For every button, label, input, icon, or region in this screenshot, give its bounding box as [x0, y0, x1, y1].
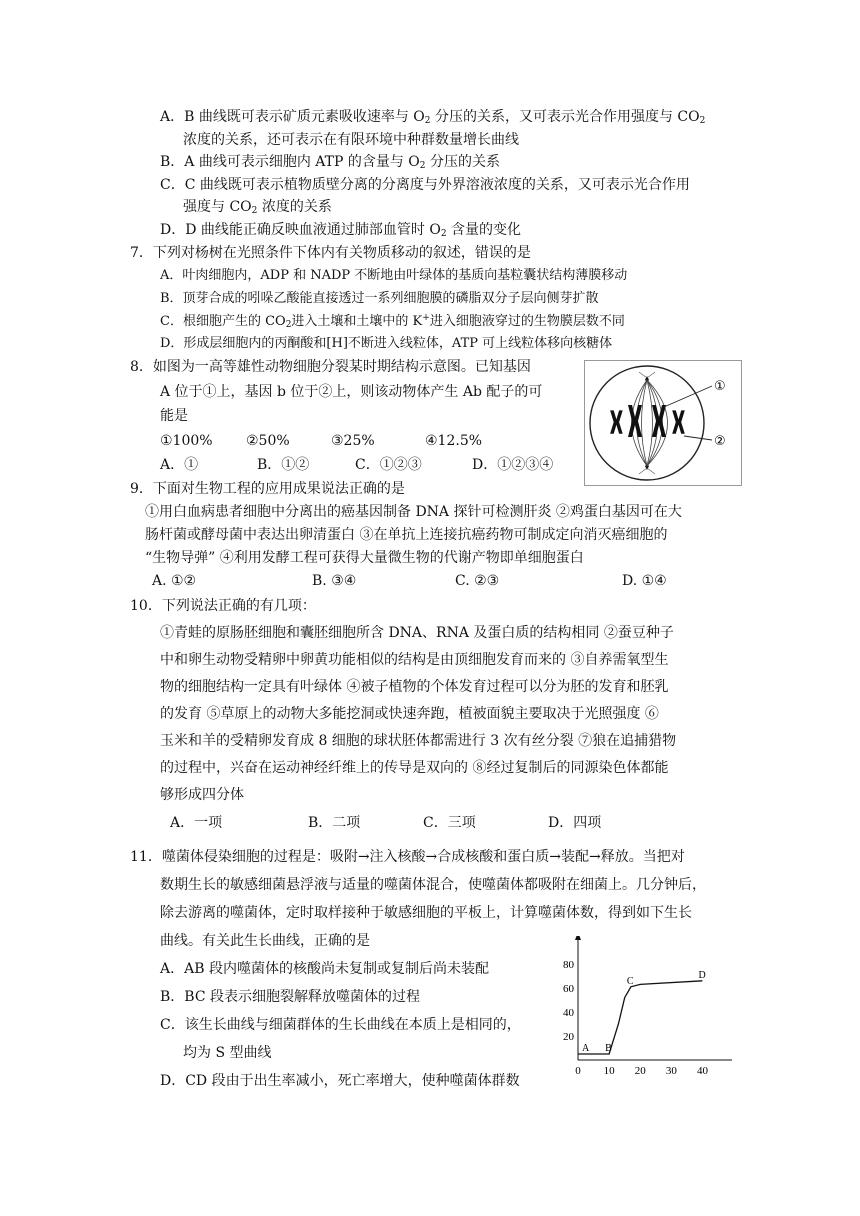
- q9-option-b: B. ③④: [312, 573, 357, 589]
- q8-stem-line3: 能是: [160, 408, 188, 424]
- q11-option-d: D．CD 段由于出生率减小，死亡率增大，使种噬菌体群数: [160, 1073, 520, 1089]
- curve-point-label: B: [605, 1043, 612, 1054]
- figure-label-1: ①: [714, 379, 726, 394]
- q9-stem: 9．下面对生物工程的应用成果说法正确的是: [130, 481, 405, 497]
- q9-option-a: A. ①②: [152, 573, 197, 589]
- x-tick-label: 10: [603, 1065, 615, 1076]
- q6-option-c-cont: 强度与 $CO_2$ 浓度的关系: [183, 199, 332, 216]
- q8-option-c: C．①②③: [355, 457, 422, 473]
- q9-line1: ①用白血病患者细胞中分离出的癌基因制备 DNA 探针可检测肝炎 ②鸡蛋白基因可在大: [145, 504, 682, 520]
- q8-choice-3: ③25%: [331, 433, 375, 449]
- q8-option-d: D．①②③④: [472, 457, 554, 473]
- y-tick-label: 60: [563, 983, 574, 995]
- q7-option-c: C．根细胞产生的 $CO_2$进入土壤和土壤中的 K+进入细胞液穿过的生物膜层数不同: [160, 313, 625, 330]
- q9-option-d: D. ①④: [622, 573, 667, 589]
- q10-line1: ①青蛙的原肠胚细胞和囊胚细胞所含 DNA、RNA 及蛋白质的结构相同 ②蚕豆种子: [160, 625, 674, 641]
- y-axis-arrow: [575, 936, 581, 940]
- q11-option-c-cont: 均为 S 型曲线: [183, 1045, 272, 1061]
- q8-option-b: B．①②: [257, 457, 310, 473]
- q6-option-c: C．C 曲线既可表示植物质壁分离的分离度与外界溶液浓度的关系，又可表示光合作用: [160, 177, 690, 193]
- cell-division-figure: [584, 360, 742, 486]
- q10-stem: 10．下列说法正确的有几项：: [130, 598, 316, 614]
- q11-stem-line1: 11．噬菌体侵染细胞的过程是：吸附→注入核酸→合成核酸和蛋白质→装配→释放。当把对: [130, 849, 685, 865]
- q10-option-d: D．四项: [548, 815, 602, 831]
- q7-option-b: B．顶芽合成的吲哚乙酸能直接透过一系列细胞膜的磷脂双分子层向侧芽扩散: [160, 291, 599, 306]
- q11-stem-line2: 数期生长的敏感细菌悬浮液与适量的噬菌体混合，使噬菌体都吸附在细菌上。几分钟后，: [160, 877, 706, 893]
- q10-line6: 的过程中，兴奋在运动神经纤维上的传导是双向的 ⑧经过复制后的同源染色体都能: [160, 760, 669, 776]
- q10-option-b: B．二项: [308, 815, 361, 831]
- figure-label-2: ②: [714, 434, 726, 449]
- q8-choice-4: ④12.5%: [425, 433, 483, 449]
- q10-line2: 中和卵生动物受精卵中卵黄功能相似的结构是由顶细胞发育而来的 ③自养需氧型生: [160, 652, 669, 668]
- y-tick-label: 40: [563, 1007, 574, 1019]
- q11-stem-line3: 除去游离的噬菌体，定时取样接种于敏感细胞的平板上，计算噬菌体数，得到如下生长: [160, 905, 692, 921]
- q8-choice-1: ①100%: [160, 433, 213, 449]
- q6-option-a: A．B 曲线既可表示矿质元素吸收速率与 $O_2$ 分压的关系，又可表示光合作用强度与 $CO_2$: [160, 109, 706, 126]
- curve-point-label: C: [626, 975, 634, 987]
- q9-line3: “生物导弹” ④利用发酵工程可获得大量微生物的代谢产物即单细胞蛋白: [145, 550, 584, 566]
- q10-line4: 的发育 ⑤草原上的动物大多能挖洞或快速奔跑，植被面貌主要取决于光照强度 ⑥: [160, 706, 659, 722]
- q8-choice-2: ②50%: [246, 433, 290, 449]
- x-tick-label: 20: [634, 1065, 646, 1076]
- q11-stem-line4: 曲线。有关此生长曲线，正确的是: [160, 933, 370, 949]
- q6-option-b: B．A 曲线可表示细胞内 ATP 的含量与 $O_2$ 分压的关系: [160, 154, 500, 171]
- q11-option-a: A．AB 段内噬菌体的核酸尚未复制或复制后尚未装配: [160, 961, 489, 977]
- q9-option-c: C. ②③: [455, 573, 500, 589]
- q9-line2: 肠杆菌或酵母菌中表达出卵清蛋白 ③在单抗上连接抗癌药物可制成定向消灭癌细胞的: [145, 527, 668, 543]
- q11-option-b: B．BC 段表示细胞裂解释放噬菌体的过程: [160, 989, 420, 1005]
- x-tick-label: 40: [696, 1065, 708, 1076]
- phage-growth-chart: [552, 936, 732, 1076]
- q7-option-d: D．形成层细胞内的丙酮酸和[H]不断进入线粒体，ATP 可上线粒体移向核糖体: [160, 336, 613, 351]
- q10-line3: 物的细胞结构一定具有叶绿体 ④被子植物的个体发育过程可以分为胚的发育和胚乳: [160, 679, 669, 695]
- q10-option-c: C．三项: [423, 815, 476, 831]
- x-tick-label: 0: [575, 1065, 581, 1076]
- growth-curve-line: [578, 981, 702, 1054]
- q10-line7: 够形成四分体: [160, 787, 244, 803]
- q6-option-d: D．D 曲线能正确反映血液通过肺部血管时 $O_2$ 含量的变化: [160, 222, 522, 239]
- q7-option-a: A．叶肉细胞内，ADP 和 NADP 不断地由叶绿体的基质向基粒囊状结构薄膜移动: [160, 268, 628, 283]
- q8-option-a: A．①: [160, 457, 199, 473]
- q7-stem: 7．下列对杨树在光照条件下体内有关物质移动的叙述，错误的是: [130, 245, 531, 261]
- x-tick-label: 30: [665, 1065, 677, 1076]
- q10-line5: 玉米和羊的受精卵发育成 8 细胞的球状胚体都需进行 3 次有丝分裂 ⑦狼在追捕猎物: [160, 733, 677, 749]
- q6-option-a-cont: 浓度的关系，还可表示在有限环境中种群数量增长曲线: [183, 132, 519, 148]
- q8-stem-line1: 8．如图为一高等雄性动物细胞分裂某时期结构示意图。已知基因: [130, 359, 531, 375]
- curve-point-label: A: [582, 1043, 590, 1054]
- y-tick-label: 20: [563, 1031, 574, 1043]
- q11-option-c: C．该生长曲线与细菌群体的生长曲线在本质上是相同的，: [160, 1017, 521, 1033]
- q10-option-a: A．一项: [170, 815, 223, 831]
- q8-stem-line2: A 位于①上，基因 b 位于②上，则该动物体产生 Ab 配子的可: [160, 384, 543, 400]
- y-tick-label: 80: [563, 959, 574, 971]
- curve-point-label: D: [698, 969, 706, 981]
